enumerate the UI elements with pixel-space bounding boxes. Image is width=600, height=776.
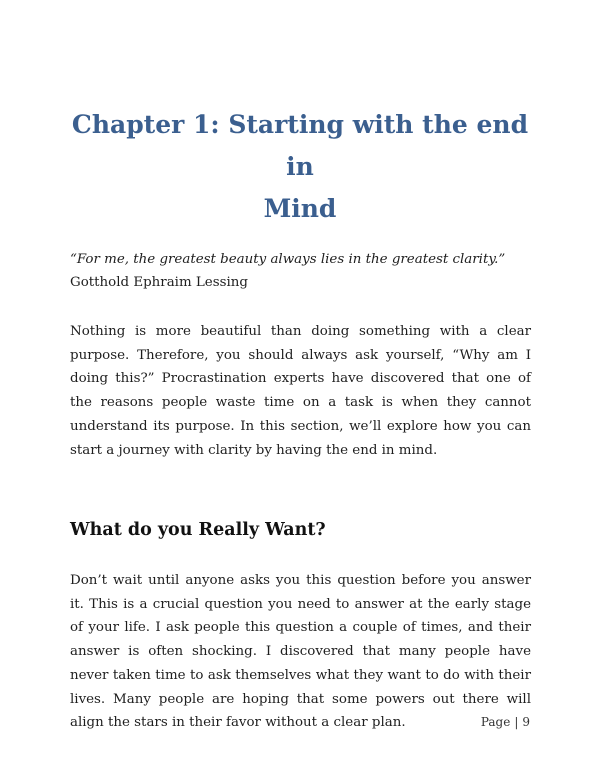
epigraph-quote: “For me, the greatest beauty always lies in the greatest clarity.” [70, 252, 506, 267]
page-separator: | [514, 715, 519, 729]
epigraph-author: Gotthold Ephraim Lessing [70, 275, 248, 290]
chapter-title [70, 104, 530, 230]
section-paragraph: Don’t wait until anyone asks you this question before you answer it. This is a crucial question you need to answer at the early stage of your life. I ask people this question a couple of times, and their answer is often shocking. I discovered that many people have never taken time to ask themselves what they want to do with their lives. Many people are hoping that some powers out there will align the stars in their favor without a clear plan. [70, 573, 531, 731]
chapter-title-line-1: Chapter 1: Starting with the end in [71, 110, 529, 181]
intro-paragraph: Nothing is more beautiful than doing something with a clear purpose. Therefore, you should always ask yourself, “Why am I doing this?” Procrastination experts have discovered that one of the reasons people waste time on a task is when they cannot understand its purpose. In this section, we’ll explore how you can start a journey with clarity by having the end in mind. [70, 324, 531, 458]
section-heading: What do you Really Want? [70, 520, 326, 540]
page-number: 9 [522, 715, 530, 729]
page-label: Page [480, 715, 511, 729]
page-footer [481, 714, 530, 730]
chapter-title-line-2: Mind [263, 194, 337, 223]
